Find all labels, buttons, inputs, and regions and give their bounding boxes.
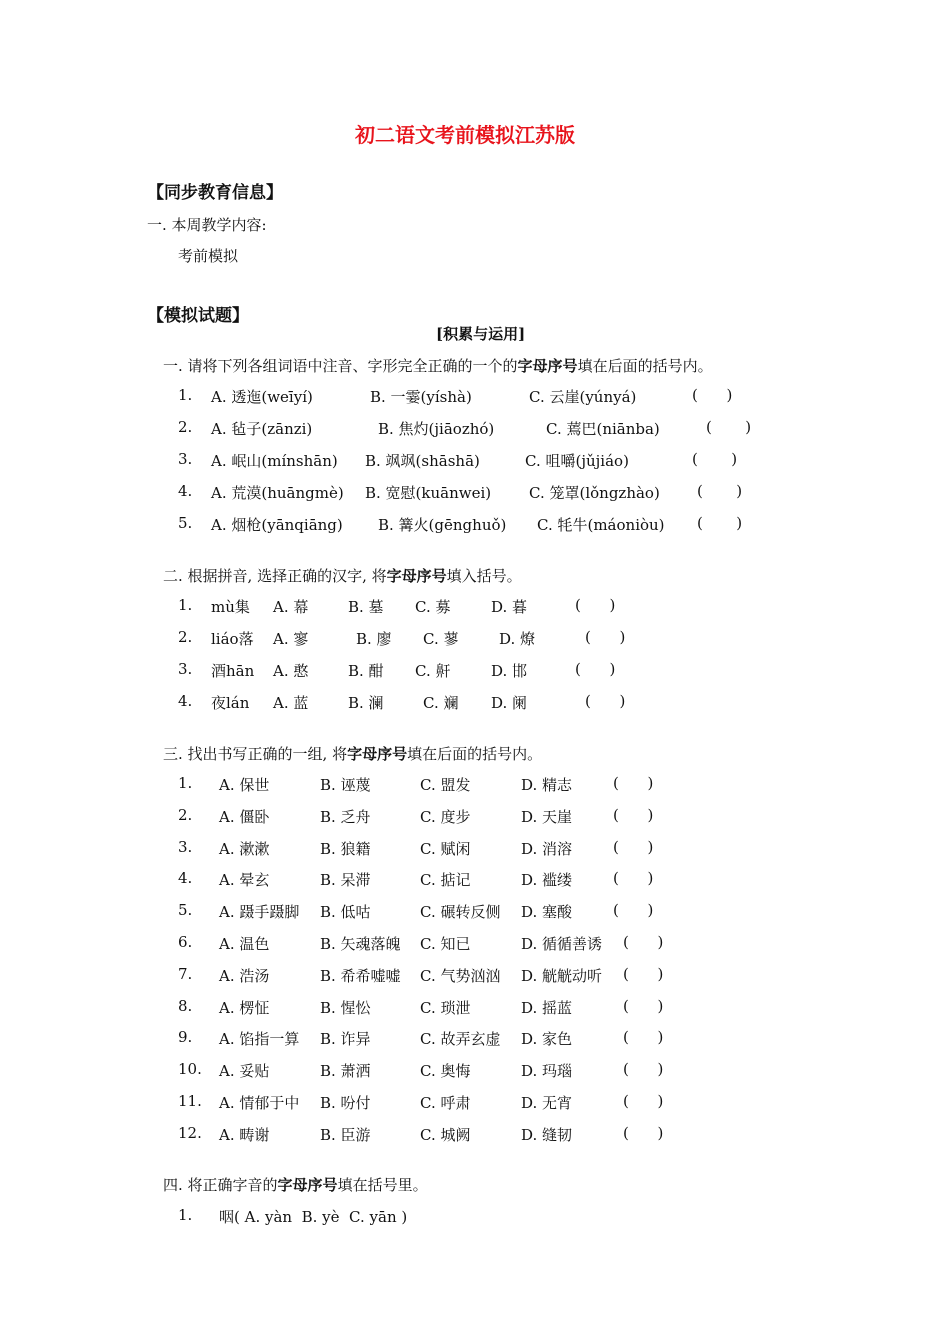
option-b: B. 酣: [348, 662, 384, 680]
pinyin-word: 夜lán: [211, 694, 250, 712]
question-intro: [163, 1174, 428, 1195]
item-number: 1.: [178, 774, 193, 792]
intro-bold: 字母序号: [517, 357, 578, 375]
option-c: C. 笼罩(lǒngzhào): [529, 484, 660, 502]
section-header-sync-info: 【同步教育信息】: [147, 183, 283, 203]
intro-text: 填在后面的括号内。: [407, 745, 543, 763]
option-c: C. 云崖(yúnyá): [529, 388, 637, 406]
option-b: B. 臣游: [320, 1125, 371, 1144]
option-a: A. 漱漱: [219, 839, 270, 858]
answer-blank: ( ): [623, 1123, 664, 1142]
intro-bold: 字母序号: [277, 1176, 338, 1194]
question-intro: [163, 743, 542, 764]
option-a: A. 寥: [273, 630, 309, 648]
pinyin-word: liáo落: [211, 630, 254, 648]
intro-text: 二. 根据拼音, 选择正确的汉字, 将: [163, 567, 387, 585]
item-number: 1.: [178, 596, 193, 614]
intro-text: 四. 将正确字音的: [163, 1176, 278, 1194]
answer-blank: ( ): [613, 805, 654, 824]
answer-blank: ( ): [623, 996, 664, 1015]
option-d: D. 阑: [491, 694, 528, 712]
item-number: 4.: [178, 869, 193, 888]
option-c: C. 呼肃: [420, 1094, 471, 1112]
option-a: A. 温色: [219, 935, 270, 953]
option-a: A. 馅指一算: [219, 1030, 300, 1049]
option-c: C. 度步: [420, 807, 471, 826]
option-c: C. 赋闲: [420, 839, 471, 858]
option-b: B. 诈异: [320, 1030, 371, 1049]
option-a: A. 保世: [219, 776, 270, 794]
option-a: A. 透迤(weīyí): [211, 388, 313, 406]
intro-text: 填在后面的括号内。: [577, 357, 713, 375]
option-c: C. 琐泄: [420, 998, 471, 1017]
item-number: 11.: [178, 1092, 202, 1110]
section-line-content: 一. 本周教学内容:: [147, 216, 267, 234]
option-b: B. 澜: [348, 694, 384, 712]
option-b: B. 篝火(gēnghuǒ): [378, 516, 507, 534]
answer-blank: ( ): [692, 450, 738, 468]
option-b: B. 呆滞: [320, 871, 371, 890]
item-number: 4.: [178, 482, 193, 500]
intro-text: 三. 找出书写正确的一组, 将: [163, 745, 348, 763]
item-number: 2.: [178, 628, 193, 646]
option-d: D. 循循善诱: [521, 935, 603, 953]
option-c: C. 鼾: [415, 662, 451, 680]
intro-text: 填入括号。: [446, 567, 522, 585]
option-d: D. 摇蓝: [521, 998, 573, 1017]
item-number: 6.: [178, 933, 193, 951]
option-a: A. 情郁于中: [219, 1094, 300, 1112]
option-c: C. 盟发: [420, 776, 471, 794]
intro-text: 一. 请将下列各组词语中注音、字形完全正确的一个的: [163, 357, 518, 375]
item-number: 1.: [178, 1206, 193, 1224]
pronunciation-choice: 咽( A. yàn B. yè C. yān ): [219, 1208, 408, 1226]
item-number: 4.: [178, 692, 193, 710]
answer-blank: ( ): [623, 1060, 664, 1079]
answer-blank: ( ): [623, 1028, 664, 1047]
option-c: C. 咀嚼(jǔjiáo): [525, 452, 629, 470]
option-a: A. 楞怔: [219, 998, 270, 1017]
answer-blank: ( ): [613, 901, 654, 920]
option-b: B. 狼籍: [320, 839, 371, 858]
option-d: D. 缝韧: [521, 1125, 573, 1144]
option-a: A. 妥贴: [219, 1062, 270, 1081]
question-intro: [163, 355, 713, 376]
option-b: B. 乏舟: [320, 807, 371, 826]
option-d: D. 消溶: [521, 839, 573, 858]
option-b: B. 矢魂落魄: [320, 935, 401, 953]
option-c: C. 掂记: [420, 871, 471, 890]
option-a: A. 岷山(mínshān): [211, 452, 338, 470]
section-line-value: 考前模拟: [178, 247, 239, 265]
option-b: B. 飒飒(shāshā): [365, 452, 480, 470]
option-a: A. 幕: [273, 598, 309, 616]
item-number: 2.: [178, 418, 193, 436]
answer-blank: ( ): [613, 774, 654, 792]
item-number: 2.: [178, 805, 193, 824]
item-number: 5.: [178, 514, 193, 532]
option-a: A. 蹑手蹑脚: [219, 903, 300, 922]
answer-blank: ( ): [575, 596, 616, 614]
item-number: 5.: [178, 901, 193, 920]
option-a: A. 畴谢: [219, 1125, 270, 1144]
option-c: C. 蔫巴(niānba): [546, 420, 660, 438]
answer-blank: ( ): [697, 514, 743, 532]
section-header-mock-test: 【模拟试题】: [147, 306, 249, 326]
option-a: A. 浩汤: [219, 966, 270, 985]
option-c: C. 故弄玄虚: [420, 1030, 501, 1049]
option-d: D. 暮: [491, 598, 528, 616]
option-c: C. 奥悔: [420, 1062, 471, 1081]
item-number: 3.: [178, 660, 193, 678]
option-b: B. 廖: [356, 630, 392, 648]
option-b: B. 吩付: [320, 1094, 371, 1112]
subsection-header: [积累与运用]: [436, 325, 526, 343]
option-b: B. 焦灼(jiāozhó): [378, 420, 495, 438]
option-b: B. 希希嘘嘘: [320, 966, 401, 985]
option-c: C. 城阙: [420, 1125, 471, 1144]
answer-blank: ( ): [575, 660, 616, 678]
option-a: A. 毡子(zānzi): [211, 420, 313, 438]
answer-blank: ( ): [692, 386, 733, 404]
option-d: D. 无宵: [521, 1094, 573, 1112]
option-a: A. 僵卧: [219, 807, 270, 826]
option-d: D. 家色: [521, 1030, 573, 1049]
option-c: C. 牦牛(máoniòu): [537, 516, 665, 534]
option-d: D. 天崖: [521, 807, 573, 826]
option-c: C. 碾转反侧: [420, 903, 501, 922]
answer-blank: ( ): [585, 628, 626, 646]
option-b: B. 一霎(yíshà): [370, 388, 472, 406]
option-a: A. 晕玄: [219, 871, 270, 890]
option-d: D. 塞酸: [521, 903, 573, 922]
option-b: B. 低咕: [320, 903, 371, 922]
page-title: 初二语文考前模拟江苏版: [355, 123, 575, 147]
answer-blank: ( ): [613, 869, 654, 888]
option-d: D. 精志: [521, 776, 573, 794]
option-b: B. 惺忪: [320, 998, 371, 1017]
pinyin-word: mù集: [211, 598, 250, 616]
option-a: A. 荒漠(huāngmè): [211, 484, 344, 502]
option-b: B. 墓: [348, 598, 384, 616]
answer-blank: ( ): [623, 1092, 664, 1110]
item-number: 7.: [178, 964, 193, 983]
option-d: D. 玛瑙: [521, 1062, 573, 1081]
option-c: C. 募: [415, 598, 451, 616]
item-number: 1.: [178, 386, 193, 404]
option-c: C. 斓: [423, 694, 459, 712]
option-b: B. 宽慰(kuānwei): [365, 484, 492, 502]
answer-blank: ( ): [697, 482, 743, 500]
option-a: A. 憨: [273, 662, 309, 680]
option-a: A. 蓝: [273, 694, 309, 712]
option-d: D. 燎: [499, 630, 536, 648]
option-c: C. 蓼: [423, 630, 459, 648]
option-c: C. 知已: [420, 935, 471, 953]
item-number: 8.: [178, 996, 193, 1015]
option-a: A. 烟枪(yānqiāng): [211, 516, 343, 534]
item-number: 10.: [178, 1060, 202, 1079]
intro-bold: 字母序号: [347, 745, 408, 763]
intro-bold: 字母序号: [386, 567, 447, 585]
item-number: 9.: [178, 1028, 193, 1047]
item-number: 3.: [178, 837, 193, 856]
item-number: 12.: [178, 1123, 202, 1142]
option-d: D. 觥觥动听: [521, 966, 603, 985]
answer-blank: ( ): [623, 933, 664, 951]
option-c: C. 气势汹汹: [420, 966, 501, 985]
option-b: B. 诬蔑: [320, 776, 371, 794]
answer-blank: ( ): [585, 692, 626, 710]
item-number: 3.: [178, 450, 193, 468]
option-d: D. 邯: [491, 662, 528, 680]
answer-blank: ( ): [706, 418, 752, 436]
answer-blank: ( ): [623, 964, 664, 983]
question-intro: [163, 565, 522, 586]
pinyin-word: 酒hān: [211, 662, 255, 680]
answer-blank: ( ): [613, 837, 654, 856]
option-b: B. 萧洒: [320, 1062, 371, 1081]
option-d: D. 褴缕: [521, 871, 573, 890]
intro-text: 填在括号里。: [337, 1176, 428, 1194]
